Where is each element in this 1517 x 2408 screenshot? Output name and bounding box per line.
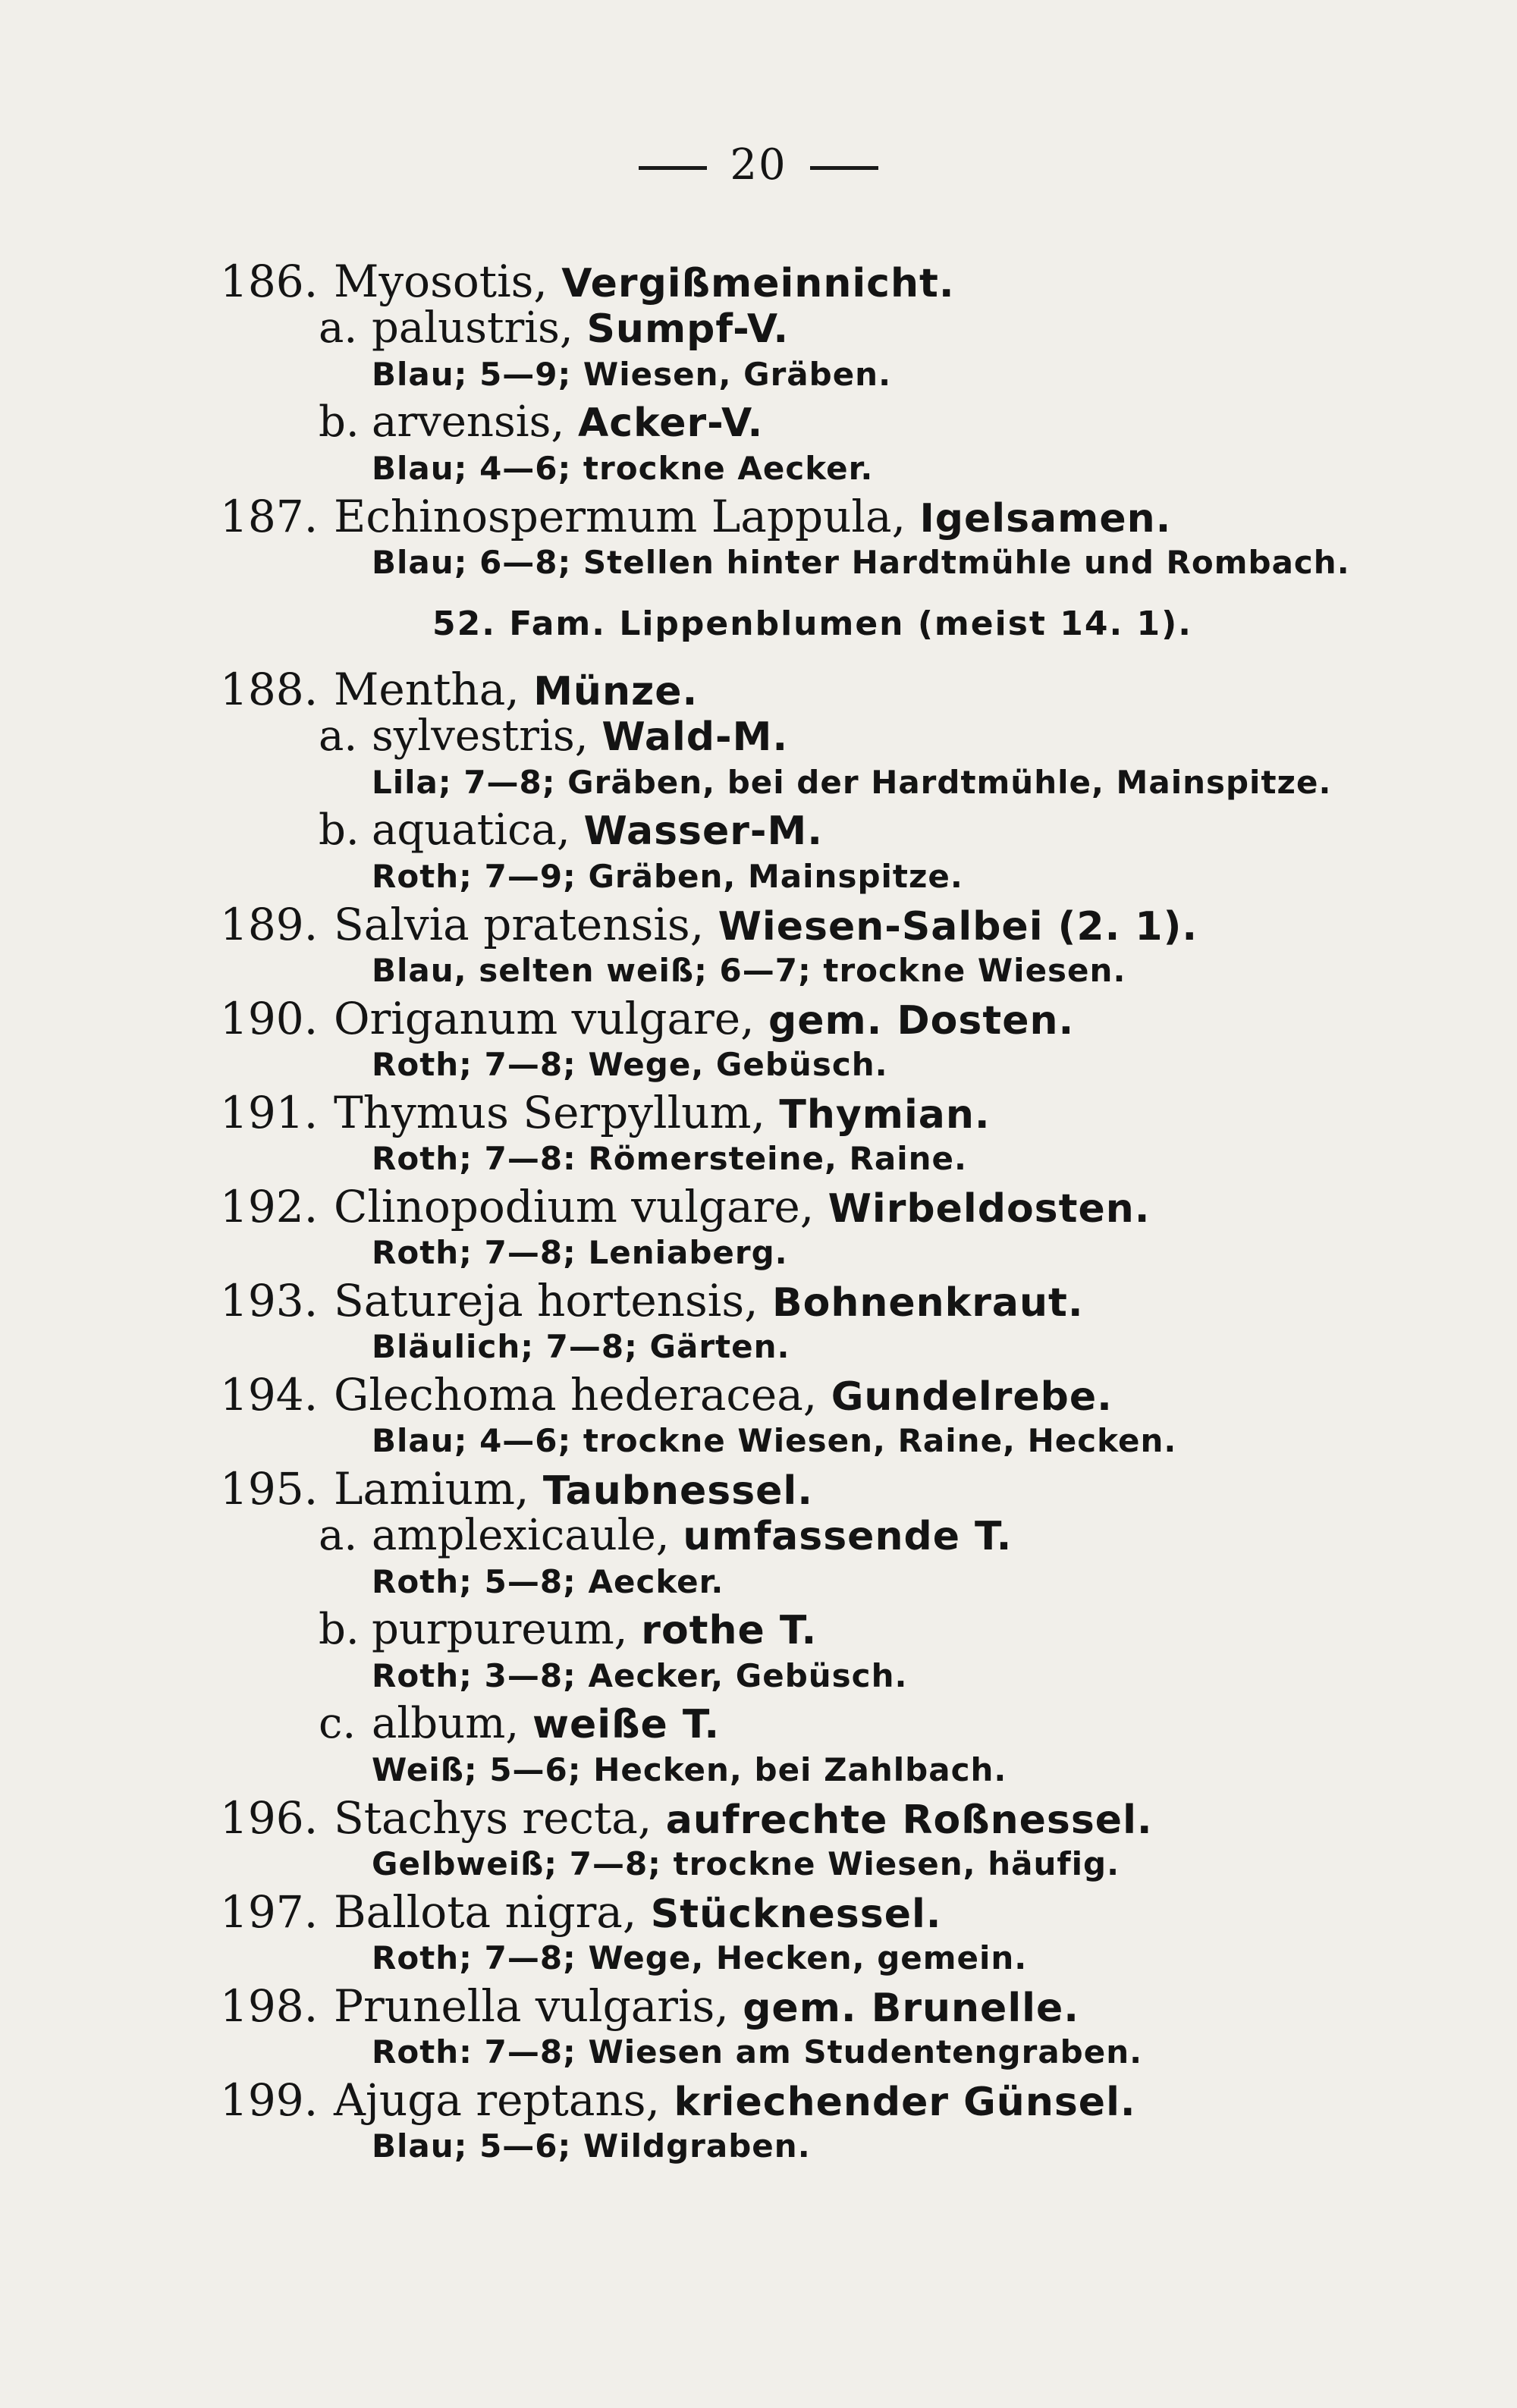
habitat-info: Blau; 4—6; trockne Aecker. <box>372 450 874 487</box>
subspecies-letter: a. <box>319 1511 358 1560</box>
habitat-info: Roth; 7—8: Römersteine, Raine. <box>372 1140 967 1177</box>
species-list <box>220 258 1403 2171</box>
german-name: Taubnessel. <box>542 1468 814 1514</box>
habitat-info: Roth; 7—9; Gräben, Mainspitze. <box>372 858 963 895</box>
entry-number: 197. <box>220 1886 319 1938</box>
species-entry <box>220 1888 1403 1936</box>
latin-name: Ajuga reptans, <box>334 2074 660 2126</box>
german-name: Wasser-M. <box>583 808 823 854</box>
species-entry <box>220 1463 1403 1515</box>
habitat-info: Roth; 3—8; Aecker, Gebüsch. <box>372 1657 908 1694</box>
latin-name: purpureum, <box>372 1605 628 1654</box>
species-entry <box>220 1980 1403 2032</box>
habitat-info: Gelbweiß; 7—8; trockne Wiesen, häufig. <box>372 1845 1120 1882</box>
subspecies-letter: a. <box>319 303 358 353</box>
species-entry <box>220 1089 1403 1136</box>
habitat-info: Roth; 7—8; Wege, Gebüsch. <box>372 1046 888 1083</box>
species-entry <box>220 1277 1403 1324</box>
entry-number: 189. <box>220 899 319 950</box>
german-name: weiße T. <box>532 1702 721 1747</box>
entry-number: 192. <box>220 1181 319 1232</box>
german-name: Sumpf-V. <box>586 306 790 352</box>
german-name: aufrechte Roßnessel. <box>665 1797 1153 1843</box>
latin-name: Stachys recta, <box>334 1792 652 1844</box>
entry-number: 195. <box>220 1463 319 1515</box>
subspecies-entry <box>220 399 1403 446</box>
latin-name: amplexicaule, <box>372 1511 670 1560</box>
species-entry <box>220 493 1403 540</box>
habitat-info: Roth; 5—8; Aecker. <box>372 1563 724 1600</box>
subspecies-letter: a. <box>319 711 358 761</box>
entry-number: 196. <box>220 1792 319 1844</box>
german-name: rothe T. <box>641 1608 818 1653</box>
habitat-info: Roth; 7—8; Leniaberg. <box>372 1234 788 1271</box>
species-list-part1 <box>220 258 1403 587</box>
subspecies-entry <box>220 1512 1403 1559</box>
habitat-info: Blau; 6—8; Stellen hinter Hardtmühle und Rombach. <box>372 544 1350 581</box>
family-heading: 52. Fam. Lippenblumen (meist 14. 1). <box>432 604 1192 643</box>
latin-name: Lamium, <box>334 1463 529 1515</box>
habitat-info: Blau; 5—6; Wildgraben. <box>372 2127 811 2165</box>
subspecies-letter: b. <box>319 805 360 855</box>
german-name: Wirbeldosten. <box>828 1186 1151 1232</box>
habitat-info: Bläulich; 7—8; Gärten. <box>372 1328 790 1365</box>
entry-number: 186. <box>220 256 319 307</box>
entry-number: 198. <box>220 1980 319 2032</box>
species-entry <box>220 258 1403 305</box>
subspecies-letter: b. <box>319 1605 360 1654</box>
species-entry <box>220 666 1403 713</box>
species-entry <box>220 1183 1403 1230</box>
page-header <box>0 140 1517 190</box>
latin-name: Origanum vulgare, <box>334 993 755 1044</box>
species-entry <box>220 1792 1403 1844</box>
header-dash-right <box>810 166 878 170</box>
german-name: gem. Dosten. <box>768 998 1075 1044</box>
species-entry <box>220 2074 1403 2126</box>
german-name: Thymian. <box>779 1092 991 1138</box>
german-name: Stücknessel. <box>650 1892 942 1937</box>
latin-name: arvensis, <box>372 397 565 447</box>
habitat-info: Roth: 7—8; Wiesen am Studentengraben. <box>372 2033 1143 2071</box>
german-name: Münze. <box>533 669 699 714</box>
latin-name: Thymus Serpyllum, <box>334 1087 765 1138</box>
german-name: Acker-V. <box>578 400 764 446</box>
species-entry <box>220 901 1403 948</box>
entry-number: 193. <box>220 1275 319 1326</box>
subspecies-letter: c. <box>319 1699 356 1748</box>
german-name: Gundelrebe. <box>831 1374 1113 1420</box>
species-entry <box>220 995 1403 1042</box>
latin-name: Salvia pratensis, <box>334 899 705 950</box>
german-name: Wald-M. <box>601 714 789 760</box>
habitat-info: Lila; 7—8; Gräben, bei der Hardtmühle, Mainspitze. <box>372 764 1332 801</box>
subspecies-entry <box>220 713 1403 760</box>
latin-name: Echinospermum Lappula, <box>334 491 906 542</box>
german-name: Bohnenkraut. <box>771 1280 1084 1326</box>
habitat-info: Roth; 7—8; Wege, Hecken, gemein. <box>372 1939 1028 1976</box>
entry-number: 188. <box>220 664 319 715</box>
latin-name: album, <box>372 1699 520 1748</box>
latin-name: Mentha, <box>334 664 520 715</box>
header-dash-left <box>639 166 707 170</box>
latin-name: Myosotis, <box>334 256 548 307</box>
habitat-info: Blau; 4—6; trockne Wiesen, Raine, Hecken. <box>372 1422 1177 1459</box>
german-name: Vergißmeinnicht. <box>561 261 955 306</box>
latin-name: Prunella vulgaris, <box>334 1980 729 2032</box>
habitat-info: Blau; 5—9; Wiesen, Gräben. <box>372 356 892 393</box>
german-name: Igelsamen. <box>919 496 1172 542</box>
entry-number: 190. <box>220 993 319 1044</box>
latin-name: Clinopodium vulgare, <box>334 1181 815 1232</box>
entry-number: 187. <box>220 491 319 542</box>
species-entry <box>220 1369 1403 1421</box>
latin-name: Satureja hortensis, <box>334 1275 758 1326</box>
subspecies-entry <box>220 1606 1403 1653</box>
latin-name: aquatica, <box>372 805 570 855</box>
latin-name: Ballota nigra, <box>334 1886 637 1938</box>
entry-number: 194. <box>220 1369 319 1421</box>
habitat-info: Weiß; 5—6; Hecken, bei Zahlbach. <box>372 1751 1007 1788</box>
latin-name: sylvestris, <box>372 711 589 761</box>
latin-name: palustris, <box>372 303 573 353</box>
german-name: umfassende T. <box>683 1514 1013 1559</box>
habitat-info: Blau, selten weiß; 6—7; trockne Wiesen. <box>372 952 1126 989</box>
subspecies-entry <box>220 305 1403 352</box>
latin-name: Glechoma hederacea, <box>334 1369 818 1421</box>
german-name: kriechender Günsel. <box>674 2080 1136 2125</box>
subspecies-letter: b. <box>319 397 360 447</box>
subspecies-entry <box>220 1700 1403 1747</box>
entry-number: 191. <box>220 1087 319 1138</box>
german-name: Wiesen-Salbei (2. 1). <box>718 904 1198 950</box>
subspecies-entry <box>220 807 1403 854</box>
page-number: 20 <box>730 140 787 190</box>
entry-number: 199. <box>220 2074 319 2126</box>
german-name: gem. Brunelle. <box>743 1986 1079 2031</box>
species-list-part2 <box>220 666 1403 2171</box>
